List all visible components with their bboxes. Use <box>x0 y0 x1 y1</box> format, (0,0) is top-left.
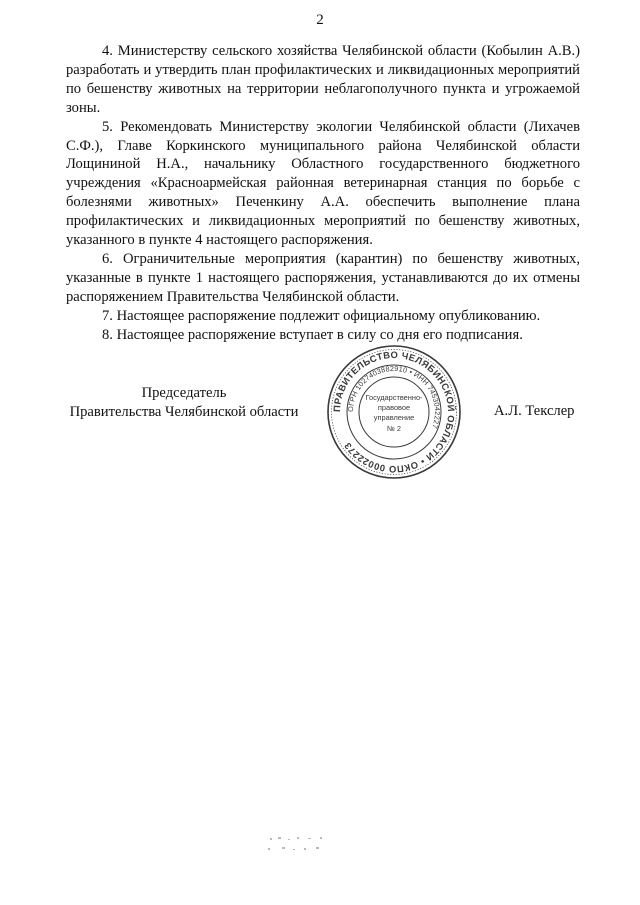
paragraph-7: 7. Настоящее распоряжение подлежит официальному опубликованию. <box>102 307 541 324</box>
page-number: 2 <box>316 12 324 28</box>
signer-name: А.Л. Текслер <box>494 403 575 419</box>
signature-block <box>0 384 640 444</box>
seal-inner-text: ОГРН 1027403882910 • ИНН 7453042227 <box>345 363 443 430</box>
seal-center-line-1: Государственно- <box>365 393 423 402</box>
signer-title-line-1: Председатель <box>141 385 227 401</box>
paragraph-5: 5. Рекомендовать Министерству экологии Челябинской области (Лихачев С.Ф.), Главе Коркинского муниципального района Челябинской области Лощининой Н.А., начальнику Областного государственного бюджетного учреждения «Красноармейская районная ветеринарная станция по борьбе с болезнями животных» Печенкину А.А. обеспечить выполнение плана профилактических и ликвидационных мероприятий по бешенству животных, указанного в пункте 4 настоящего распоряжения. <box>66 118 580 249</box>
scan-artifact <box>264 836 330 854</box>
signer-title-line-2: Правительства Челябинской области <box>69 403 299 420</box>
official-seal <box>326 344 462 480</box>
seal-outer-text: ПРАВИТЕЛЬСТВО ЧЕЛЯБИНСКОЙ ОБЛАСТИ • ОКПО 00022273 <box>330 348 458 476</box>
seal-center-line-4: № 2 <box>386 424 402 433</box>
paragraph-6: 6. Ограничительные мероприятия (карантин) по бешенству животных, указанные в пункте 1 настоящего распоряжения, устанавливаются до их отмены распоряжением Правительства Челябинской области. <box>66 250 580 305</box>
paragraph-8: 8. Настоящее распоряжение вступает в силу со дня его подписания. <box>102 326 523 343</box>
seal-center-line-2: правовое <box>377 403 411 412</box>
paragraph-4: 4. Министерству сельского хозяйства Челябинской области (Кобылин А.В.) разработать и утвердить план профилактических и ликвидационных мероприятий по бешенству животных на территории неблагополучного пункта и угрожаемой зоны. <box>66 43 580 116</box>
seal-center-line-3: управление <box>373 413 415 422</box>
signer-title <box>64 384 304 422</box>
body-text <box>66 42 580 345</box>
